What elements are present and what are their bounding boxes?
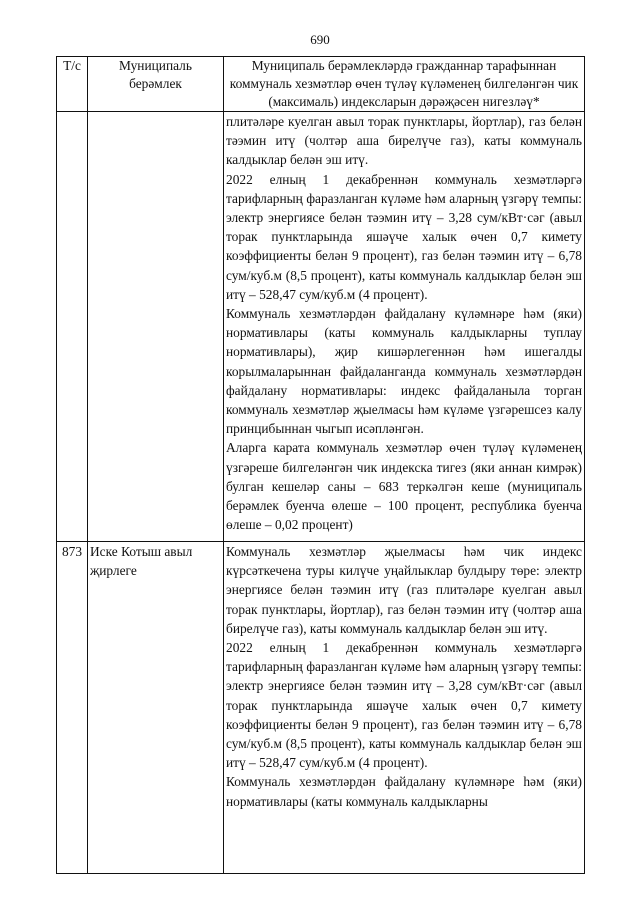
- header-municipality: Муниципаль берәмлек: [88, 57, 224, 112]
- paragraph: Коммуналь хезмәтләрдән файдалану күләмнәре һәм (яки) нормативлары (каты коммуналь калдыкларны: [226, 774, 582, 809]
- row-num-cell: [57, 112, 88, 542]
- header-num: Т/с: [57, 57, 88, 112]
- row-justification-cell: [224, 112, 585, 542]
- paragraph: Аларга карата коммуналь хезмәтләр өчен түләү күләменең үзгәреше билгеләнгән чик индекска тигез (яки аннан кимрәк) булган кешеләр саны – 683 теркәлгән кеше (муниципаль берәмлек буенча өлеше – 100 процент, республика буенча өлеше – 0,02 процент): [226, 440, 582, 533]
- table-row: [57, 112, 585, 542]
- paragraph: 2022 елның 1 декабреннән коммуналь хезмәтләргә тарифларның фаразланган күләме һәм аларның үзгәрү темпы: электр энергиясе белән тәэмин итү – 3,28 сум/кВт·сәг (авыл торак пунктларында яшәүче халык өчен 0,7 кимету коэффициенты белән 9 процент), газ белән тәэмин итү – 6,78 сум/куб.м (8,5 процент), каты коммуналь калдыклар белән эш итү – 528,47 сум/куб.м (4 процент).: [226, 640, 582, 771]
- paragraph: Коммуналь хезмәтләрдән файдалану күләмнәре һәм (яки) нормативлары (каты коммуналь калдыкларны туплау нормативлары), җир кишәрлегеннән һәм ишегалды корылмаларыннан файдаланганда коммуналь хезмәтләрдән файдалану нормативлары: индекс файдаланыла торган коммуналь хезмәтләр җыелмасы һәм күләме үзгәрешсез калу принцибыннан чыгып исәпләнгән.: [226, 306, 582, 437]
- table-header-row: [57, 57, 585, 112]
- row-municipality-cell: Иске Котыш авыл җирлеге: [88, 542, 224, 874]
- tariff-table: [56, 56, 585, 874]
- header-justification: Муниципаль берәмлекләрдә гражданнар тарафыннан коммуналь хезмәтләр өчен түләү күләменең билгеләнгән чик (максималь) индексларын дәрәҗәсен нигезләү*: [224, 57, 585, 112]
- paragraph: Коммуналь хезмәтләр җыелмасы һәм чик индекс күрсәткечена туры килүче уңайлыклар булдыру төре: электр энергиясе белән тәэмин итү (газ плитәләре куелган авыл торак пунктлары, йортлар), газ белән тәэмин итү (чолтәр аша бирелүче газ), каты коммуналь калдыклар белән эш итү.: [226, 544, 582, 636]
- paragraph: плитәләре куелган авыл торак пунктлары, йортлар), газ белән тәэмин итү (чолтәр аша бирелүче газ), каты коммуналь калдыклар белән эш итү.: [226, 114, 582, 168]
- row-justification-cell: [224, 542, 585, 874]
- paragraph: 2022 елның 1 декабреннән коммуналь хезмәтләргә тарифларның фаразланган күләме һәм аларның үзгәрү темпы: электр энергиясе белән тәэмин итү – 3,28 сум/кВт·сәг (авыл торак пунктларында яшәүче халык өчен 0,7 кимету коэффициенты белән 9 процент), газ белән тәэмин итү – 6,78 сум/куб.м (8,5 процент), каты коммуналь калдыклар белән эш итү – 528,47 сум/куб.м (4 процент).: [226, 171, 582, 302]
- page-number: 690: [310, 32, 330, 47]
- row-municipality-cell: [88, 112, 224, 542]
- row-num-cell: 873: [57, 542, 88, 874]
- table-row: [57, 542, 585, 874]
